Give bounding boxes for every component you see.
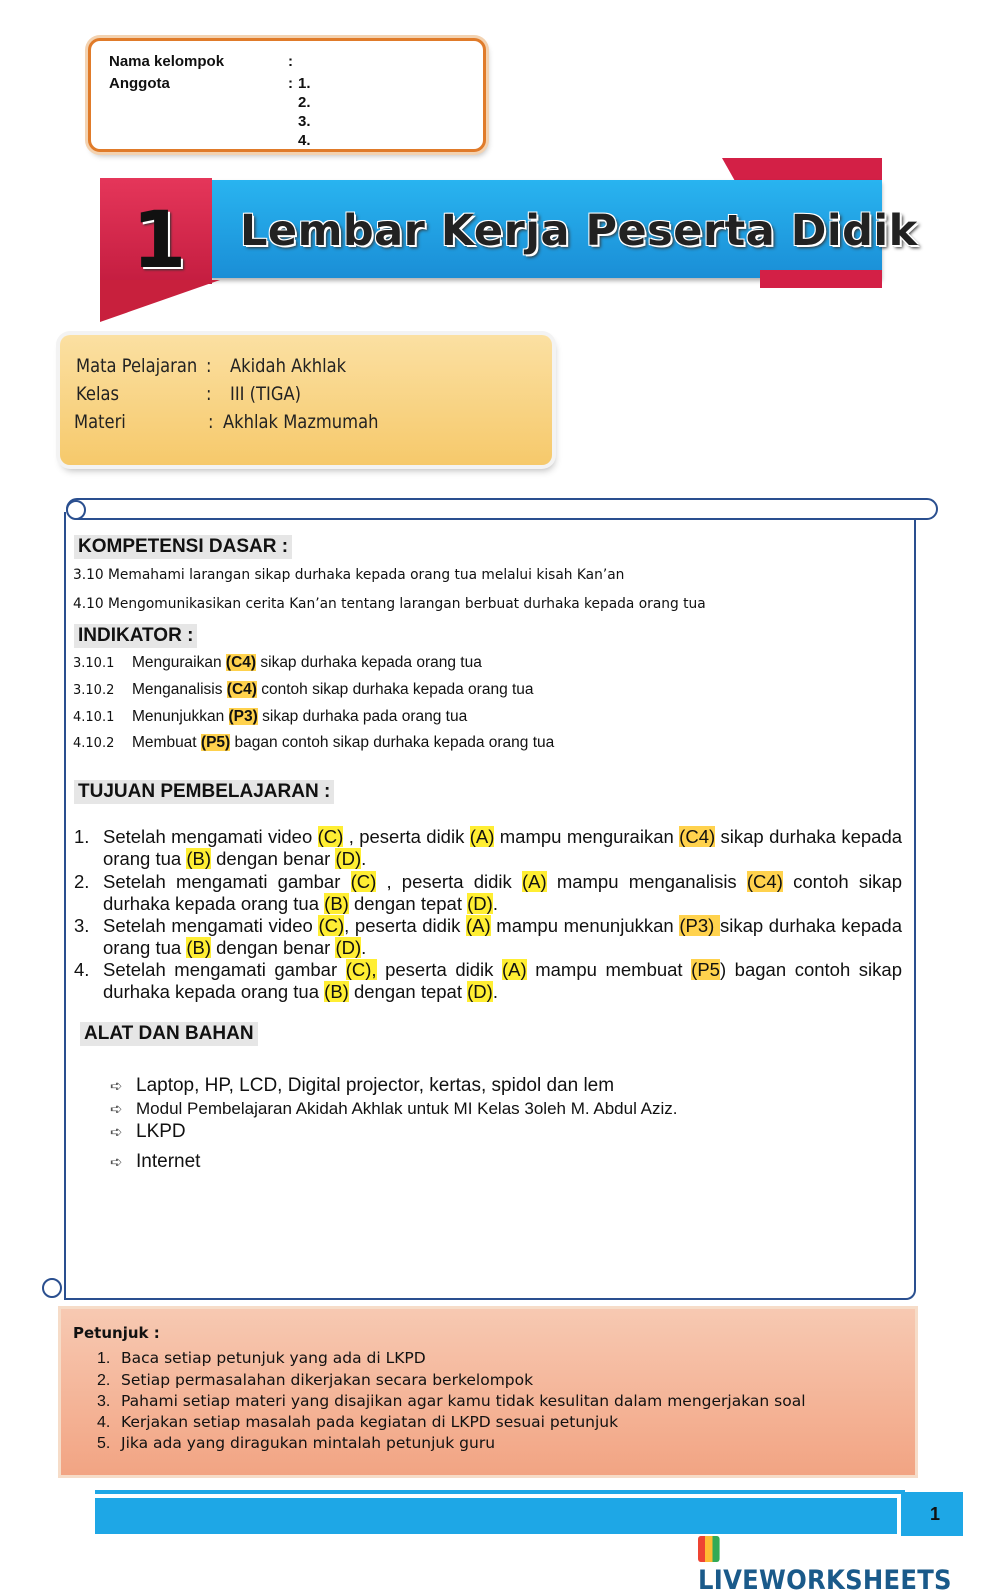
pointing-arrow-icon: ➪ — [110, 1078, 123, 1095]
members-label: Anggota — [109, 75, 170, 92]
tujuan-item — [74, 915, 902, 959]
material-label: Materi — [74, 411, 126, 433]
tujuan-text-part: , peserta didik — [376, 871, 522, 892]
indikator-text — [132, 708, 467, 726]
tujuan-number: 4. — [74, 959, 90, 980]
member-3: 3. — [298, 113, 311, 130]
subject-label: Mata Pelajaran — [76, 355, 198, 377]
indikator-heading: INDIKATOR : — [74, 624, 197, 648]
instruction-number: 5. — [97, 1435, 111, 1452]
tujuan-text-part: sikap durhaka kepada orang tua — [103, 826, 903, 869]
tujuan-number: 1. — [74, 826, 90, 847]
alat-item-text: Internet — [136, 1151, 201, 1172]
indikator-verb: Membuat — [132, 734, 201, 751]
class-value: III (TIGA) — [230, 383, 302, 405]
scroll-curl-bottom-icon — [42, 1278, 62, 1298]
indikator-code-badge: (C4) — [225, 654, 257, 671]
instruction-number: 1. — [97, 1350, 111, 1367]
indikator-rest: contoh sikap durhaka kepada orang tua — [256, 681, 534, 698]
group-info-box — [88, 38, 486, 152]
instruction-item — [97, 1413, 618, 1432]
kompetensi-heading: KOMPETENSI DASAR : — [74, 535, 292, 559]
instruction-text: Setiap permasalahan dikerjakan secara berkelompok — [121, 1371, 534, 1389]
indikator-code-badge: (P3) — [228, 708, 258, 725]
worksheet-number: 1 — [132, 196, 187, 286]
kompetensi-item: 4.10 Mengomunikasikan cerita Kan’an tentang larangan berbuat durhaka kepada orang tua — [73, 596, 706, 612]
tujuan-number: 2. — [74, 871, 90, 892]
indikator-rest: sikap durhaka kepada orang tua — [256, 654, 482, 671]
alat-item — [110, 1099, 677, 1119]
instruction-item — [97, 1434, 495, 1453]
indikator-code-badge: (C4) — [226, 681, 257, 698]
instruction-item — [97, 1371, 533, 1390]
alat-item — [110, 1151, 200, 1173]
scroll-curl-top-icon — [66, 500, 86, 520]
tujuan-code-badge: (B) — [186, 937, 211, 958]
indikator-number: 3.10.1 — [73, 656, 115, 671]
indikator-verb: Menunjukkan — [132, 708, 229, 725]
tujuan-text-part: Setelah mengamati video — [103, 826, 318, 847]
banner-ribbon-bottom — [760, 270, 882, 288]
tujuan-code-badge: (P3) — [679, 915, 720, 936]
tujuan-code-badge: (C), — [345, 959, 377, 980]
tujuan-code-badge: (C) — [350, 871, 377, 892]
tujuan-text-part: sikap durhaka kepada orang tua — [103, 915, 902, 958]
pointing-arrow-icon: ➪ — [110, 1101, 123, 1118]
tujuan-text — [103, 826, 902, 870]
instruction-number: 3. — [97, 1393, 111, 1410]
tujuan-heading: TUJUAN PEMBELAJARAN : — [74, 780, 334, 804]
tujuan-code-badge: (D) — [335, 848, 362, 869]
instruction-text: Pahami setiap materi yang disajikan agar kamu tidak kesulitan dalam mengerjakan soal — [121, 1392, 806, 1410]
indikator-text — [132, 654, 482, 672]
tujuan-text-part: , peserta didik — [344, 915, 466, 936]
tujuan-code-badge: (A) — [465, 915, 491, 936]
tujuan-text — [103, 871, 902, 915]
tujuan-text-part: . — [492, 981, 498, 1002]
tujuan-code-badge: (D) — [335, 937, 362, 958]
tujuan-code-badge: (B) — [324, 893, 349, 914]
tujuan-code-badge: (A) — [501, 959, 527, 980]
banner-fold — [100, 280, 220, 322]
tujuan-number: 3. — [74, 915, 90, 936]
instruction-number: 2. — [97, 1372, 111, 1389]
indikator-text — [132, 681, 534, 699]
page-title: Lembar Kerja Peserta Didik — [240, 206, 918, 256]
tujuan-code-badge: (P5 — [691, 959, 720, 980]
member-2: 2. — [298, 94, 311, 111]
instructions-box — [58, 1306, 918, 1478]
tujuan-code-badge: (C) — [318, 915, 345, 936]
pointing-arrow-icon: ➪ — [110, 1124, 123, 1141]
tujuan-text-part: Setelah mengamati gambar — [103, 871, 351, 892]
instruction-item — [97, 1349, 426, 1368]
tujuan-item — [74, 871, 902, 915]
tujuan-text-part: dengan tepat — [348, 981, 468, 1002]
tujuan-code-badge: (D) — [467, 981, 493, 1002]
indikator-rest: sikap durhaka pada orang tua — [257, 708, 468, 725]
group-name-label: Nama kelompok — [109, 53, 225, 70]
subject-colon: : — [206, 355, 212, 377]
tujuan-code-badge: (A) — [469, 826, 495, 847]
tujuan-code-badge: (C4) — [746, 871, 783, 892]
liveworksheets-logo[interactable] — [698, 1534, 970, 1596]
indikator-verb: Menganalisis — [132, 681, 227, 698]
alat-item-text: LKPD — [136, 1121, 186, 1142]
instruction-number: 4. — [97, 1414, 111, 1431]
subject-value: Akidah Akhlak — [230, 355, 347, 377]
kompetensi-item: 3.10 Memahami larangan sikap durhaka kepada orang tua melalui kisah Kan’an — [73, 567, 625, 583]
tujuan-code-badge: (C4) — [679, 826, 716, 847]
tujuan-code-badge: (C) — [317, 826, 344, 847]
tujuan-item — [74, 826, 902, 870]
tujuan-text-part: . — [361, 937, 367, 958]
instruction-text: Baca setiap petunjuk yang ada di LKPD — [121, 1349, 426, 1367]
tujuan-text-part: mampu menguraikan — [494, 826, 680, 847]
tujuan-code-badge: (B) — [186, 848, 211, 869]
tujuan-text-part: dengan benar — [211, 848, 336, 869]
instruction-text: Jika ada yang diragukan mintalah petunjuk guru — [121, 1434, 496, 1452]
footer-line — [95, 1490, 905, 1494]
footer-bar — [95, 1498, 897, 1534]
group-name-colon: : — [288, 53, 293, 70]
instruction-item — [97, 1392, 806, 1411]
tujuan-text-part: Setelah mengamati video — [103, 915, 319, 936]
indikator-number: 4.10.1 — [73, 710, 115, 725]
indikator-number: 4.10.2 — [73, 736, 115, 751]
alat-item-text: Laptop, HP, LCD, Digital projector, kertas, spidol dan lem — [136, 1075, 615, 1096]
member-4: 4. — [298, 132, 311, 149]
material-colon: : — [208, 411, 214, 433]
pointing-arrow-icon: ➪ — [110, 1154, 123, 1171]
tujuan-text-part: peserta didik — [376, 959, 502, 980]
class-colon: : — [206, 383, 212, 405]
indikator-number: 3.10.2 — [73, 683, 115, 698]
tujuan-code-badge: (A) — [521, 871, 547, 892]
page-number: 1 — [930, 1504, 941, 1524]
instruction-text: Kerjakan setiap masalah pada kegiatan di LKPD sesuai petunjuk — [121, 1413, 619, 1431]
subject-info-box — [60, 335, 552, 465]
tujuan-text-part: . — [492, 893, 498, 914]
member-1: 1. — [298, 75, 311, 92]
indikator-text — [132, 734, 554, 752]
tujuan-item — [74, 959, 902, 1003]
scroll-top-roll — [66, 498, 938, 520]
tujuan-text-part: mampu menganalisis — [546, 871, 747, 892]
tujuan-text-part: . — [361, 848, 367, 869]
tujuan-text-part: dengan benar — [211, 937, 336, 958]
members-colon: : — [288, 75, 293, 92]
tujuan-text — [103, 915, 902, 959]
instructions-title: Petunjuk : — [73, 1324, 160, 1342]
liveworksheets-logo-icon — [698, 1536, 720, 1562]
indikator-verb: Menguraikan — [132, 654, 226, 671]
tujuan-text — [103, 959, 902, 1003]
tujuan-code-badge: (D) — [467, 893, 493, 914]
tujuan-text-part: ) bagan contoh sikap durhaka kepada orang tua — [103, 959, 902, 1002]
alat-item — [110, 1121, 186, 1143]
alat-item — [110, 1075, 614, 1097]
indikator-code-badge: (P5) — [200, 734, 231, 751]
tujuan-text-part: contoh sikap durhaka kepada orang tua — [103, 871, 903, 914]
alat-item-text: Modul Pembelajaran Akidah Akhlak untuk MI Kelas 3oleh M. Abdul Aziz. — [136, 1099, 678, 1118]
tujuan-code-badge: (B) — [324, 981, 349, 1002]
tujuan-text-part: , peserta didik — [343, 826, 470, 847]
tujuan-text-part: Setelah mengamati gambar — [103, 959, 346, 980]
material-value: Akhlak Mazmumah — [223, 411, 379, 433]
class-label: Kelas — [76, 383, 120, 405]
alat-heading: ALAT DAN BAHAN — [80, 1022, 258, 1046]
tujuan-text-part: dengan tepat — [348, 893, 468, 914]
tujuan-text-part: mampu membuat — [526, 959, 692, 980]
tujuan-text-part: mampu menunjukkan — [490, 915, 680, 936]
brand-name: LIVEWORKSHEETS — [698, 1565, 952, 1596]
indikator-rest: bagan contoh sikap durhaka kepada orang tua — [230, 734, 555, 751]
